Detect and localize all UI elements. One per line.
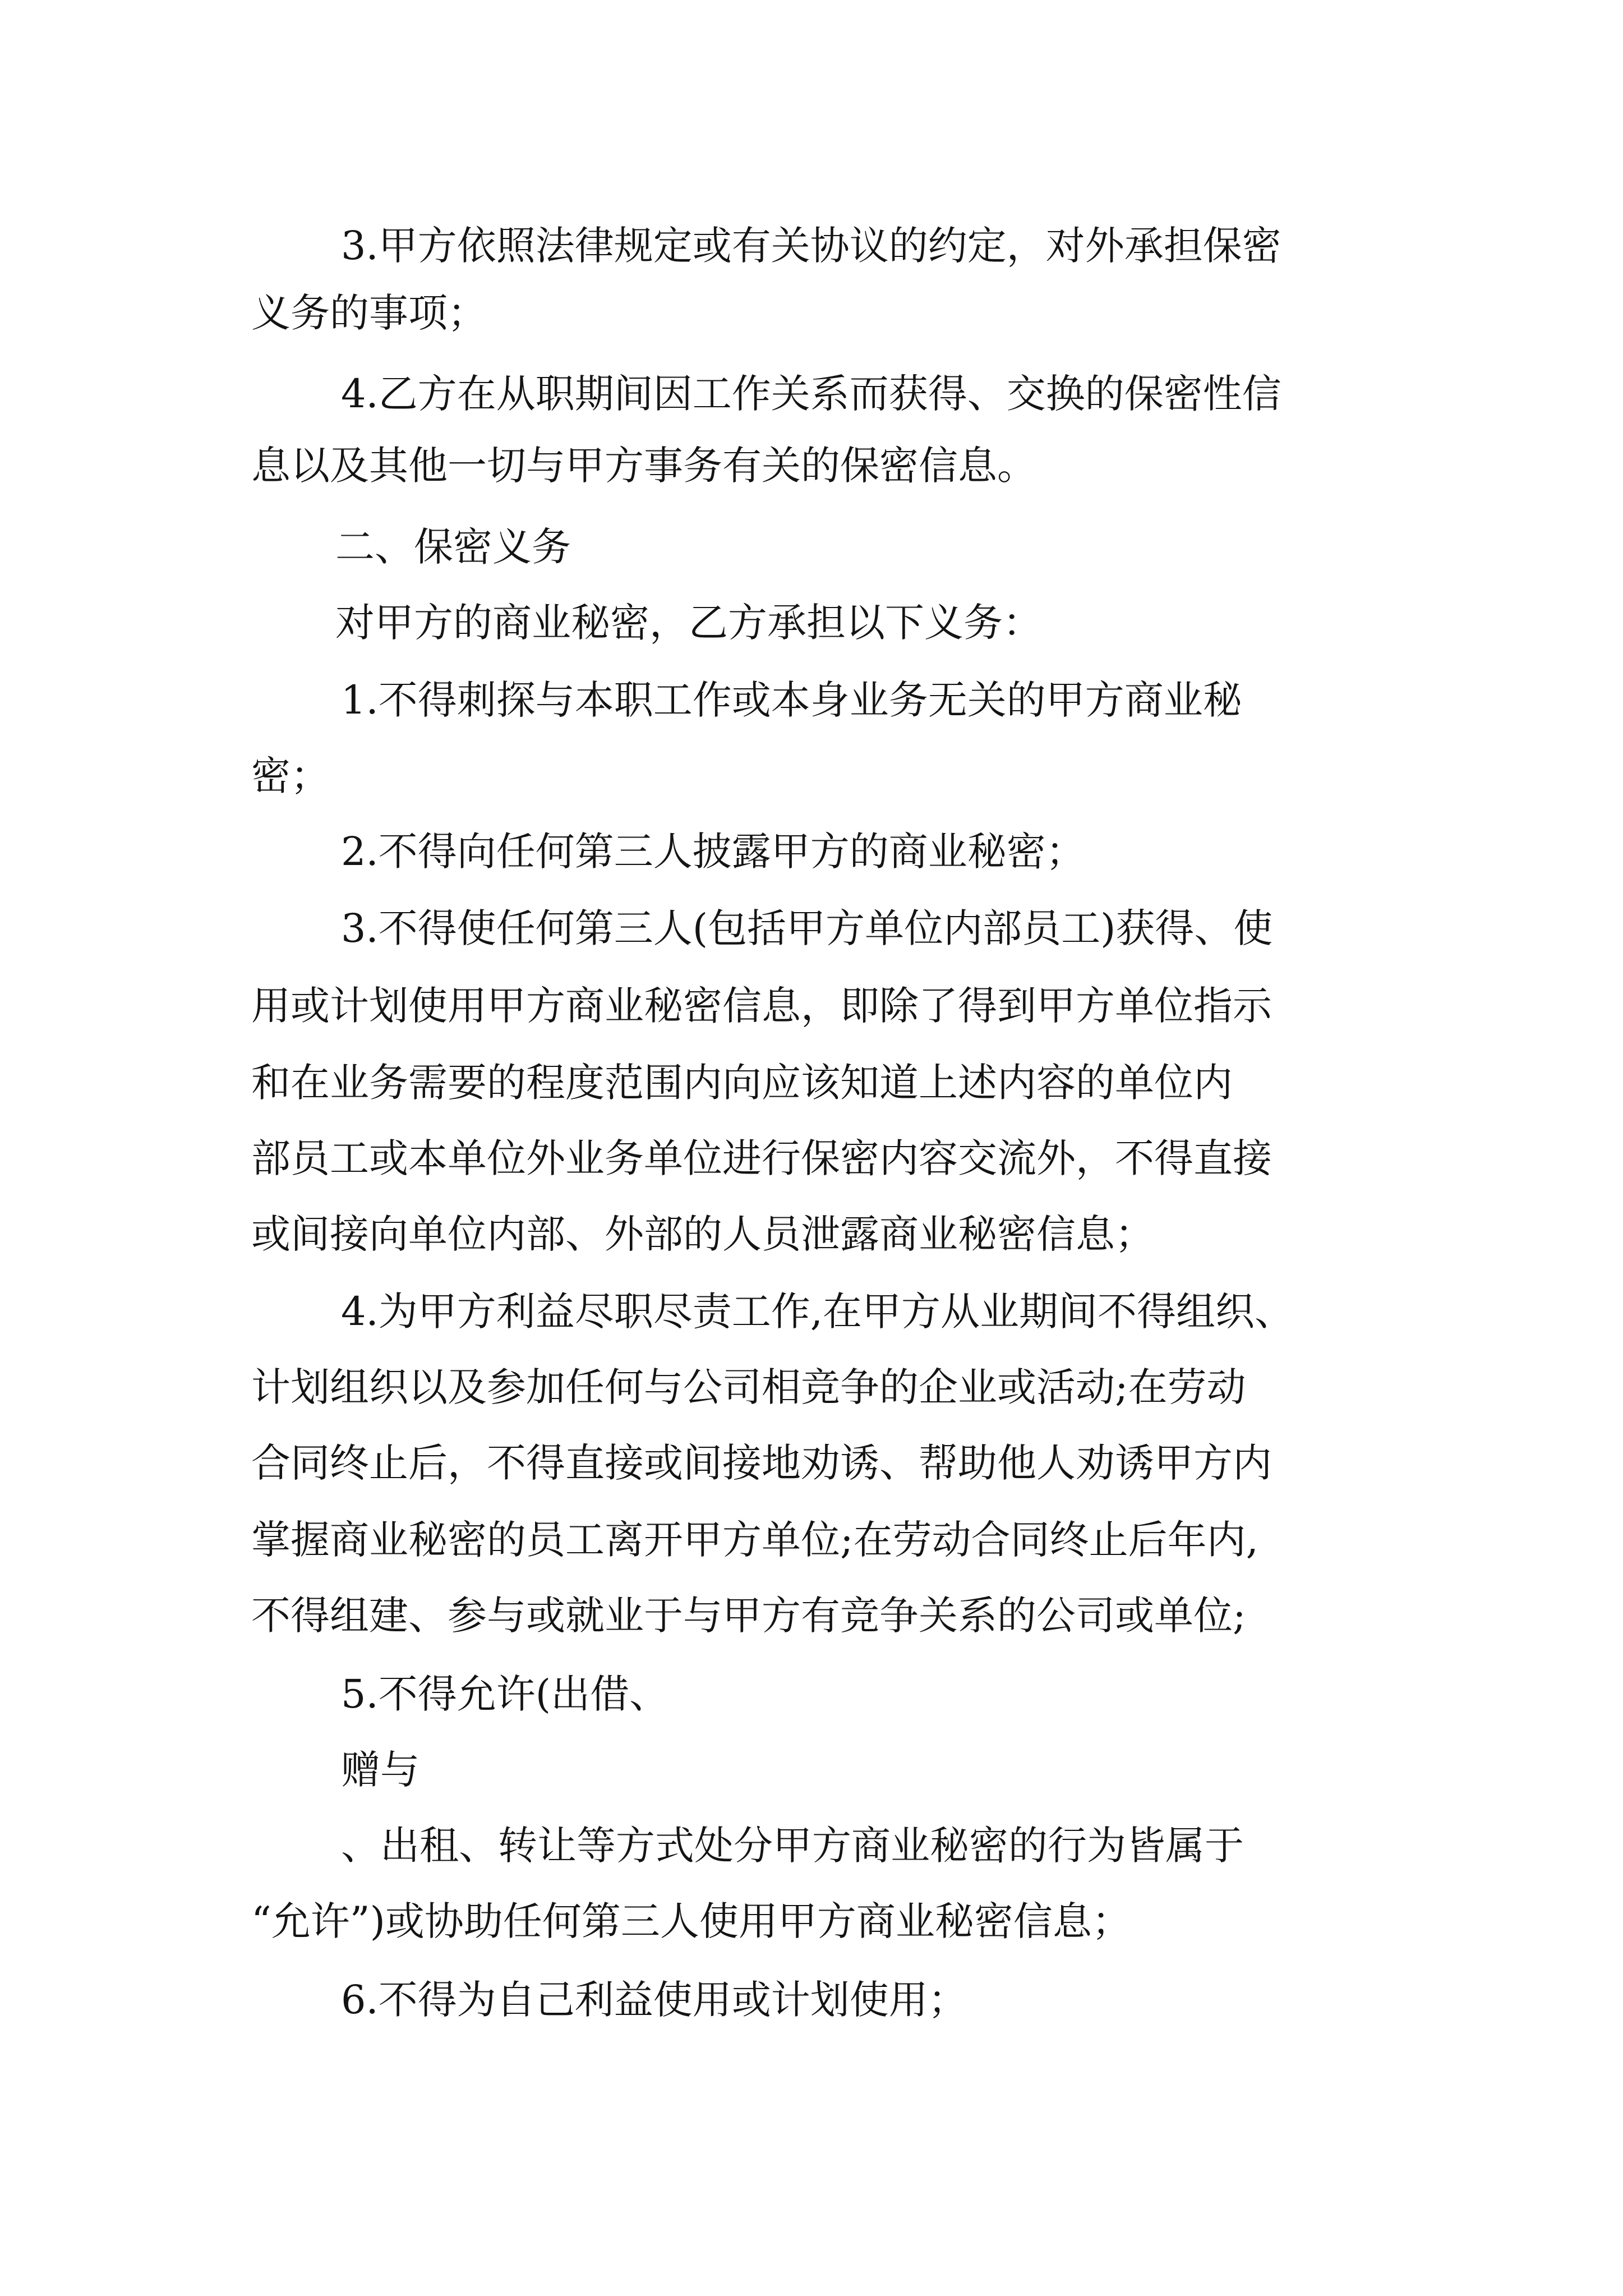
text-line: 3.甲方依照法律规定或有关协议的约定，对外承担保密: [341, 223, 1281, 269]
text-line: 4.为甲方利益尽职尽责工作,在甲方从业期间不得组织、: [341, 1289, 1294, 1335]
text-line: 2.不得向任何第三人披露甲方的商业秘密；: [341, 829, 1085, 875]
text-line: 3.不得使任何第三人(包括甲方单位内部员工)获得、使: [341, 905, 1273, 951]
text-line: 5.不得允许(出借、: [341, 1671, 669, 1717]
text-line: 1.不得刺探与本职工作或本身业务无关的甲方商业秘: [341, 677, 1242, 723]
text-line: 4.乙方在从职期间因工作关系而获得、交换的保密性信: [341, 371, 1281, 417]
text-line: 合同终止后，不得直接或间接地劝诱、帮助他人劝诱甲方内: [251, 1440, 1272, 1486]
text-line: 密；: [251, 753, 330, 799]
text-line: “允许”)或协助任何第三人使用甲方商业秘密信息；: [251, 1898, 1131, 1944]
text-line: 和在业务需要的程度范围内向应该知道上述内容的单位内: [251, 1060, 1233, 1106]
text-line: 用或计划使用甲方商业秘密信息，即除了得到甲方单位指示: [251, 983, 1272, 1029]
text-line: 6.不得为自己利益使用或计划使用；: [341, 1977, 967, 2023]
section-heading: 二、保密义务: [335, 524, 571, 570]
text-line: 部员工或本单位外业务单位进行保密内容交流外，不得直接: [251, 1135, 1272, 1181]
text-line: 义务的事项；: [251, 290, 487, 336]
text-line: 赠与: [341, 1747, 419, 1793]
text-line: 对甲方的商业秘密，乙方承担以下义务：: [335, 600, 1042, 646]
text-line: 或间接向单位内部、外部的人员泄露商业秘密信息；: [251, 1211, 1154, 1257]
text-line: 不得组建、参与或就业于与甲方有竞争关系的公司或单位;: [251, 1593, 1246, 1639]
text-line: 掌握商业秘密的员工离开甲方单位;在劳动合同终止后年内,: [251, 1517, 1258, 1563]
text-line: 息以及其他一切与甲方事务有关的保密信息。: [251, 443, 1036, 489]
text-line: 计划组织以及参加任何与公司相竞争的企业或活动;在劳动: [251, 1364, 1246, 1410]
text-line: 、出租、转让等方式处分甲方商业秘密的行为皆属于: [341, 1823, 1244, 1869]
